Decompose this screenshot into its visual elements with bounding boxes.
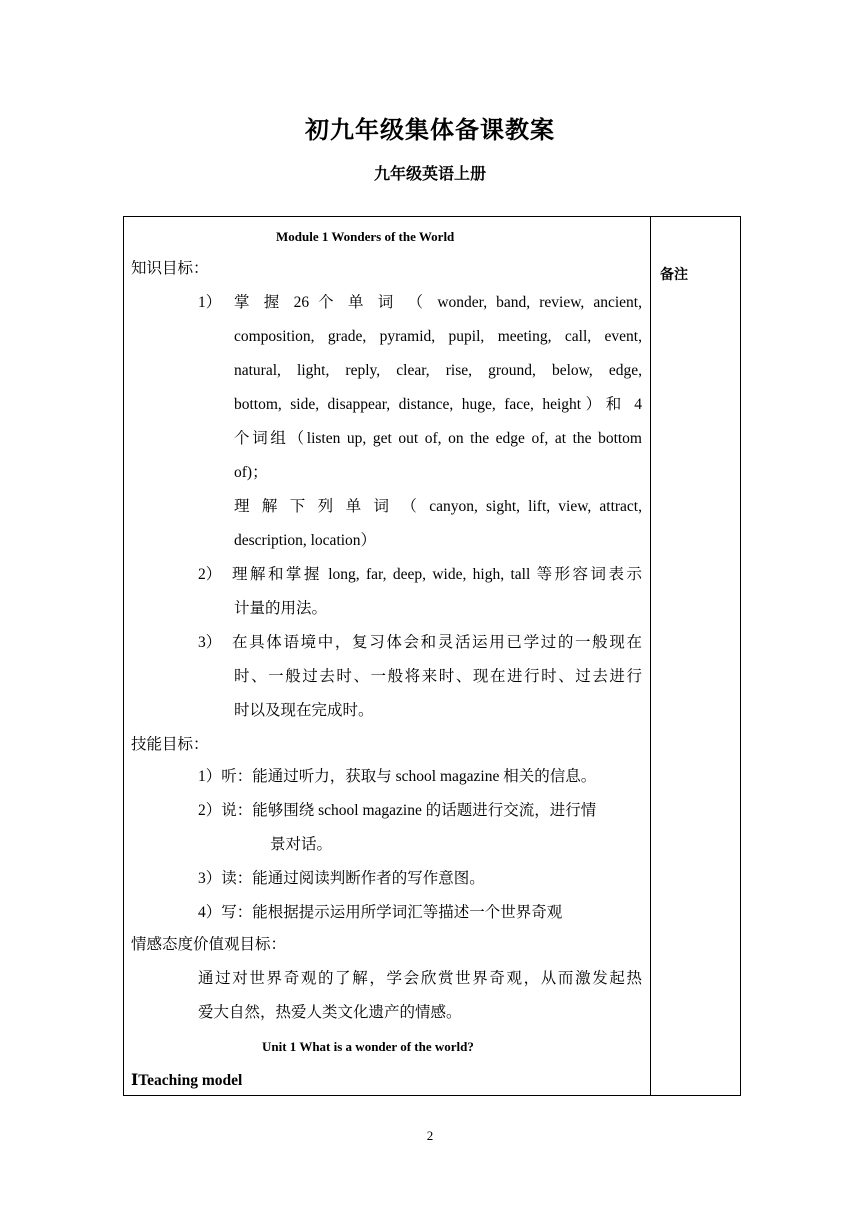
notes-column-label: 备注 [660, 268, 688, 283]
skills-line: 4）写：能根据提示运用所学词汇等描述一个世界奇观 [198, 904, 563, 921]
document-subtitle: 九年级英语上册 [373, 166, 486, 183]
skills-line: 3）读：能通过阅读判断作者的写作意图。 [198, 870, 485, 887]
knowledge-item3-line: 时以及现在完成时。 [234, 702, 374, 719]
knowledge-item1-line: 个词组（listen up, get out of, on the edge of, at the bottom [234, 430, 642, 447]
skills-heading: 技能目标： [131, 736, 209, 753]
knowledge-item1-line: description, location） [234, 532, 377, 549]
knowledge-item2-line: 计量的用法。 [234, 600, 328, 617]
skills-line: 1）听：能通过听力，获取与 school magazine 相关的信息。 [198, 768, 597, 785]
column-divider [650, 216, 651, 1096]
attitude-line: 爱大自然，热爱人类文化遗产的情感。 [198, 1004, 462, 1021]
knowledge-item1-line: composition, grade, pyramid, pupil, meeting, call, event, [234, 328, 642, 345]
knowledge-item3-number: 3） [198, 634, 222, 651]
lesson-plan-table [123, 216, 741, 1096]
knowledge-item2-number: 2） [198, 566, 222, 583]
knowledge-item3-line: 在具体语境中，复习体会和灵活运用已学过的一般现在 [232, 634, 642, 651]
module-title: Module 1 Wonders of the World [276, 229, 455, 244]
knowledge-heading: 知识目标： [131, 260, 209, 277]
page-number: 2 [426, 1128, 434, 1143]
attitude-line: 通过对世界奇观的了解，学会欣赏世界奇观，从而激发起热 [198, 970, 642, 987]
knowledge-item1-line: natural, light, reply, clear, rise, ground, below, edge, [234, 362, 642, 379]
knowledge-item2-line: 理解和掌握 long, far, deep, wide, high, tall 等形容词表示 [232, 566, 642, 583]
knowledge-item1-line: bottom, side, disappear, distance, huge, face, height）和 4 [234, 396, 642, 413]
knowledge-item1-line: 理 解 下 列 单 词 （ canyon, sight, lift, view, attract, [234, 498, 642, 515]
knowledge-item3-line: 时、一般过去时、一般将来时、现在进行时、过去进行 [234, 668, 642, 685]
document-title: 初九年级集体备课教案 [305, 118, 555, 144]
teaching-model-heading: ⅠTeaching model [131, 1072, 243, 1089]
attitude-heading: 情感态度价值观目标： [131, 936, 287, 953]
skills-line: 2）说：能够围绕 school magazine 的话题进行交流，进行情 [198, 802, 597, 819]
skills-line: 景对话。 [270, 836, 333, 853]
knowledge-item1-line: of)； [234, 464, 268, 481]
knowledge-item1-line: 掌 握 26 个 单 词 （ wonder, band, review, ancient, [234, 294, 642, 311]
unit-title: Unit 1 What is a wonder of the world? [262, 1039, 474, 1054]
knowledge-item1-number: 1） [198, 294, 222, 311]
